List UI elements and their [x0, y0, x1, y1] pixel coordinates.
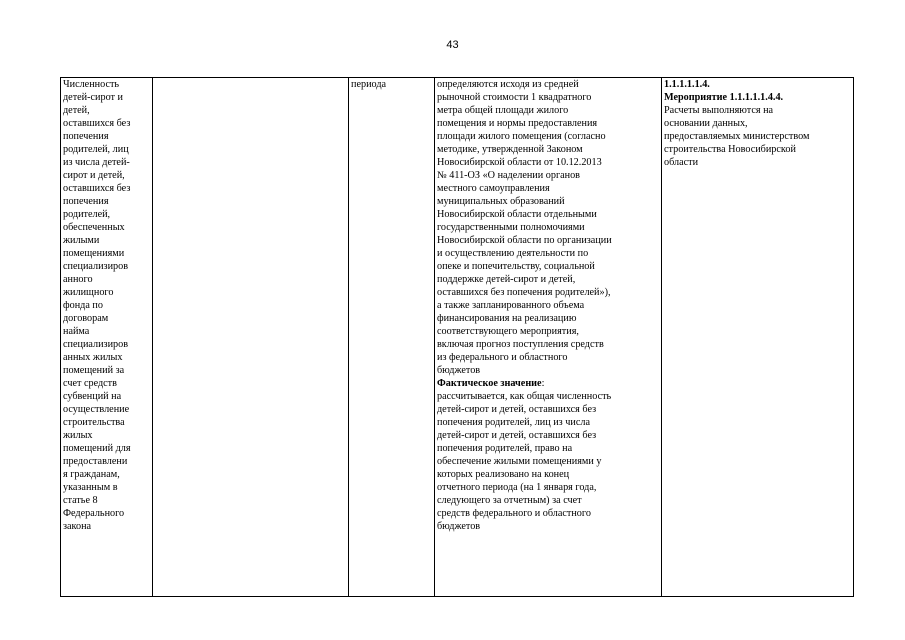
- text-line: детей-сирот и детей, оставшихся без: [437, 404, 597, 415]
- source-event: Мероприятие 1.1.1.1.1.4.4.: [664, 92, 784, 103]
- text-line: государственными полномочиями: [437, 222, 585, 233]
- text-line: указанным в: [63, 482, 118, 493]
- text-line: помещений для: [63, 443, 131, 454]
- text-line: рассчитывается, как общая численность: [437, 391, 612, 402]
- text-line: осуществление: [63, 404, 130, 415]
- period-text: периода: [351, 79, 387, 90]
- text-line: попечения родителей, лиц из числа: [437, 417, 590, 428]
- text-line: детей-сирот и детей, оставшихся без: [437, 430, 597, 441]
- text-line: рыночной стоимости 1 квадратного: [437, 92, 592, 103]
- text-line: оставшихся без: [63, 183, 131, 194]
- text-line: жилыми: [63, 235, 100, 246]
- actual-value-heading-bold: Фактическое значение: [437, 378, 542, 389]
- text-line: основании данных,: [664, 118, 748, 129]
- indicator-name-cell: [61, 78, 153, 597]
- text-line: помещений за: [63, 365, 125, 376]
- text-line: обеспечение жилыми помещениями у: [437, 456, 602, 467]
- text-line: жилищного: [63, 287, 114, 298]
- text-line: Новосибирской области по организации: [437, 235, 612, 246]
- text-line: обеспеченных: [63, 222, 125, 233]
- text-line: Новосибирской области отдельными: [437, 209, 597, 220]
- text-line: специализиров: [63, 339, 129, 350]
- text-line: а также запланированного объема: [437, 300, 585, 311]
- text-line: Расчеты выполняются на: [664, 105, 774, 116]
- text-line: предоставлени: [63, 456, 128, 467]
- text-line: строительства Новосибирской: [664, 144, 796, 155]
- text-line: следующего за отчетным) за счет: [437, 495, 582, 506]
- indicator-name-text: [63, 78, 151, 533]
- data-source-cell: [662, 78, 854, 597]
- text-line: бюджетов: [437, 521, 481, 532]
- text-line: площади жилого помещения (согласно: [437, 131, 606, 142]
- text-line: поддержке детей-сирот и детей,: [437, 274, 576, 285]
- text-line: найма: [63, 326, 90, 337]
- text-line: из федерального и областного: [437, 352, 568, 363]
- text-line: средств федерального и областного: [437, 508, 591, 519]
- text-line: включая прогноз поступления средств: [437, 339, 604, 350]
- indicator-table: [60, 77, 854, 597]
- text-line: закона: [63, 521, 92, 532]
- text-line: которых реализовано на конец: [437, 469, 570, 480]
- text-line: муниципальных образований: [437, 196, 565, 207]
- text-line: помещения и нормы предоставления: [437, 118, 598, 129]
- actual-value-text: [437, 390, 660, 533]
- planned-value-text: [437, 78, 660, 377]
- text-line: и осуществлению деятельности по: [437, 248, 589, 259]
- text-line: попечения родителей, право на: [437, 443, 573, 454]
- actual-value-heading: [437, 377, 660, 390]
- calculation-method-cell: [435, 78, 662, 597]
- text-line: статье 8: [63, 495, 98, 506]
- text-line: анных жилых: [63, 352, 123, 363]
- text-line: местного самоуправления: [437, 183, 550, 194]
- text-line: метра общей площади жилого: [437, 105, 569, 116]
- text-line: соответствующего мероприятия,: [437, 326, 579, 337]
- text-line: я гражданам,: [63, 469, 120, 480]
- text-line: счет средств: [63, 378, 117, 389]
- text-line: помещениями: [63, 248, 125, 259]
- text-line: Численность: [63, 79, 120, 90]
- text-line: детей,: [63, 105, 90, 116]
- text-line: Федерального: [63, 508, 125, 519]
- empty-cell: [153, 78, 349, 597]
- text-line: оставшихся без: [63, 118, 131, 129]
- text-line: опеке и попечительству, социальной: [437, 261, 595, 272]
- text-line: определяются исходя из средней: [437, 79, 579, 90]
- page-number: 43: [446, 39, 459, 51]
- text-line: фонда по: [63, 300, 103, 311]
- source-code: 1.1.1.1.1.4.: [664, 79, 710, 90]
- text-line: попечения: [63, 196, 109, 207]
- text-line: субвенций на: [63, 391, 122, 402]
- text-line: договорам: [63, 313, 109, 324]
- text-line: № 411-ОЗ «О наделении органов: [437, 170, 580, 181]
- text-line: области: [664, 157, 699, 168]
- text-line: из числа детей-: [63, 157, 130, 168]
- period-cell: [349, 78, 435, 597]
- text-line: бюджетов: [437, 365, 481, 376]
- text-line: Новосибирской области от 10.12.2013: [437, 157, 602, 168]
- actual-value-heading-colon: :: [541, 378, 545, 389]
- text-line: методике, утвержденной Законом: [437, 144, 583, 155]
- text-line: детей-сирот и: [63, 92, 124, 103]
- text-line: строительства: [63, 417, 125, 428]
- text-line: предоставляемых министерством: [664, 131, 810, 142]
- text-line: отчетного периода (на 1 января года,: [437, 482, 597, 493]
- text-line: родителей, лиц: [63, 144, 129, 155]
- text-line: сирот и детей,: [63, 170, 125, 181]
- table-row: [61, 78, 854, 597]
- text-line: жилых: [63, 430, 93, 441]
- text-line: оставшихся без попечения родителей»),: [437, 287, 611, 298]
- text-line: попечения: [63, 131, 109, 142]
- source-text: [664, 104, 852, 169]
- text-line: финансирования на реализацию: [437, 313, 577, 324]
- text-line: родителей,: [63, 209, 111, 220]
- text-line: анного: [63, 274, 93, 285]
- text-line: специализиров: [63, 261, 129, 272]
